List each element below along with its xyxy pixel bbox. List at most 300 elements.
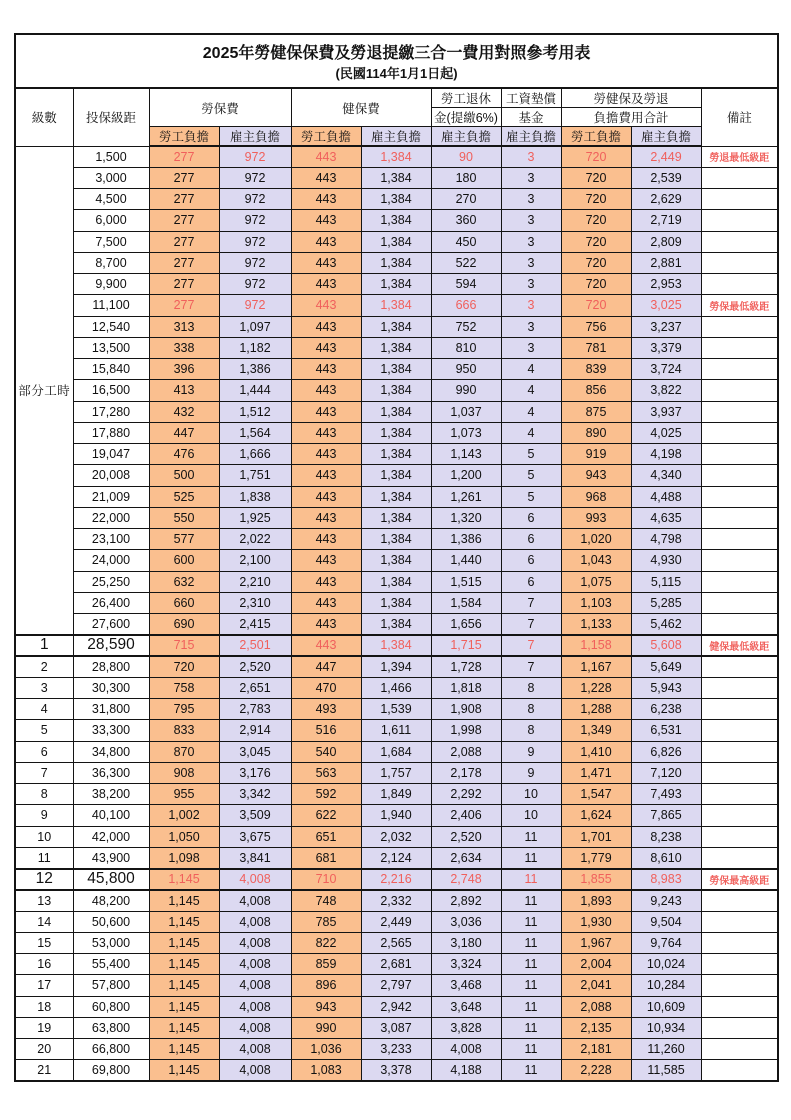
cell-wage-fund-employer: 3 [501, 231, 561, 252]
cell-labor-employer: 3,509 [219, 805, 291, 826]
table-row [15, 911, 778, 932]
cell-wage-fund-employer: 8 [501, 699, 561, 720]
cell-labor-employee: 277 [149, 274, 219, 295]
cell-health-employee: 443 [291, 529, 361, 550]
cell-bracket: 4,500 [73, 189, 149, 210]
cell-total-employer: 7,865 [631, 805, 701, 826]
cell-total-employer: 10,934 [631, 1017, 701, 1038]
cell-labor-employer: 3,342 [219, 784, 291, 805]
cell-pension-employer: 594 [431, 274, 501, 295]
cell-wage-fund-employer: 3 [501, 167, 561, 188]
cell-level: 5 [15, 720, 73, 741]
cell-health-employee: 443 [291, 359, 361, 380]
cell-bracket: 6,000 [73, 210, 149, 231]
table-row [15, 316, 778, 337]
cell-health-employee: 990 [291, 1017, 361, 1038]
cell-health-employee: 443 [291, 295, 361, 316]
table-row [15, 720, 778, 741]
cell-total-employer: 4,198 [631, 444, 701, 465]
cell-health-employee: 822 [291, 932, 361, 953]
cell-wage-fund-employer: 3 [501, 295, 561, 316]
cell-level: 19 [15, 1017, 73, 1038]
cell-bracket: 27,600 [73, 614, 149, 635]
cell-total-employee: 781 [561, 337, 631, 358]
cell-total-employer: 2,629 [631, 189, 701, 210]
cell-total-employer: 2,539 [631, 167, 701, 188]
cell-health-employee: 1,036 [291, 1039, 361, 1060]
cell-health-employer: 1,757 [361, 762, 431, 783]
cell-pension-employer: 270 [431, 189, 501, 210]
cell-pension-employer: 1,818 [431, 677, 501, 698]
cell-health-employer: 1,384 [361, 635, 431, 656]
cell-labor-employee: 1,145 [149, 890, 219, 911]
cell-labor-employee: 1,098 [149, 847, 219, 868]
subheader-pension-employer: 雇主負擔 [431, 127, 501, 147]
table-row [15, 167, 778, 188]
cell-bracket: 33,300 [73, 720, 149, 741]
cell-wage-fund-employer: 11 [501, 1060, 561, 1081]
cell-health-employer: 2,565 [361, 932, 431, 953]
cell-labor-employee: 525 [149, 486, 219, 507]
cell-labor-employee: 277 [149, 167, 219, 188]
cell-note [701, 954, 778, 975]
cell-labor-employee: 1,145 [149, 869, 219, 890]
cell-total-employee: 1,547 [561, 784, 631, 805]
cell-health-employee: 896 [291, 975, 361, 996]
table-row [15, 252, 778, 273]
cell-level: 8 [15, 784, 73, 805]
col-header-health-fee: 健保費 [291, 88, 431, 127]
cell-health-employee: 443 [291, 486, 361, 507]
cell-wage-fund-employer: 11 [501, 932, 561, 953]
cell-total-employer: 2,953 [631, 274, 701, 295]
cell-wage-fund-employer: 5 [501, 444, 561, 465]
cell-note [701, 1060, 778, 1081]
cell-level: 7 [15, 762, 73, 783]
cell-total-employee: 720 [561, 231, 631, 252]
cell-bracket: 66,800 [73, 1039, 149, 1060]
cell-wage-fund-employer: 3 [501, 337, 561, 358]
table-row [15, 847, 778, 868]
cell-health-employer: 3,378 [361, 1060, 431, 1081]
cell-bracket: 11,100 [73, 295, 149, 316]
cell-total-employee: 919 [561, 444, 631, 465]
cell-level: 15 [15, 932, 73, 953]
cell-health-employer: 2,449 [361, 911, 431, 932]
cell-note: 勞退最低級距 [701, 146, 778, 167]
cell-pension-employer: 450 [431, 231, 501, 252]
cell-bracket: 42,000 [73, 826, 149, 847]
cell-health-employer: 1,466 [361, 677, 431, 698]
table-row [15, 954, 778, 975]
cell-pension-employer: 360 [431, 210, 501, 231]
cell-bracket: 25,250 [73, 571, 149, 592]
reference-table-sheet [14, 33, 779, 1082]
cell-total-employer: 3,822 [631, 380, 701, 401]
cell-total-employer: 5,115 [631, 571, 701, 592]
cell-note [701, 699, 778, 720]
table-row [15, 635, 778, 656]
cell-wage-fund-employer: 10 [501, 784, 561, 805]
cell-total-employee: 1,779 [561, 847, 631, 868]
cell-health-employer: 1,940 [361, 805, 431, 826]
table-row [15, 805, 778, 826]
cell-health-employer: 1,384 [361, 295, 431, 316]
cell-health-employer: 1,384 [361, 465, 431, 486]
cell-level: 20 [15, 1039, 73, 1060]
cell-total-employer: 2,881 [631, 252, 701, 273]
cell-total-employer: 3,025 [631, 295, 701, 316]
cell-pension-employer: 990 [431, 380, 501, 401]
cell-level: 2 [15, 656, 73, 677]
cell-total-employee: 1,893 [561, 890, 631, 911]
cell-health-employee: 943 [291, 996, 361, 1017]
cell-wage-fund-employer: 10 [501, 805, 561, 826]
cell-total-employee: 1,228 [561, 677, 631, 698]
cell-health-employee: 443 [291, 380, 361, 401]
cell-health-employee: 447 [291, 656, 361, 677]
cell-total-employee: 720 [561, 274, 631, 295]
cell-health-employee: 681 [291, 847, 361, 868]
cell-note [701, 252, 778, 273]
cell-total-employee: 1,133 [561, 614, 631, 635]
cell-wage-fund-employer: 11 [501, 954, 561, 975]
cell-labor-employer: 2,520 [219, 656, 291, 677]
cell-total-employee: 1,167 [561, 656, 631, 677]
cell-health-employee: 443 [291, 252, 361, 273]
cell-note [701, 529, 778, 550]
cell-note [701, 656, 778, 677]
cell-note [701, 189, 778, 210]
cell-note [701, 465, 778, 486]
cell-pension-employer: 4,008 [431, 1039, 501, 1060]
cell-labor-employer: 2,783 [219, 699, 291, 720]
cell-pension-employer: 3,180 [431, 932, 501, 953]
cell-labor-employer: 4,008 [219, 890, 291, 911]
cell-health-employee: 443 [291, 167, 361, 188]
cell-health-employee: 443 [291, 189, 361, 210]
cell-labor-employer: 1,564 [219, 422, 291, 443]
cell-health-employee: 443 [291, 316, 361, 337]
cell-labor-employee: 720 [149, 656, 219, 677]
cell-wage-fund-employer: 11 [501, 1017, 561, 1038]
cell-wage-fund-employer: 3 [501, 210, 561, 231]
cell-labor-employee: 795 [149, 699, 219, 720]
cell-health-employee: 443 [291, 422, 361, 443]
cell-health-employee: 470 [291, 677, 361, 698]
cell-labor-employer: 4,008 [219, 1039, 291, 1060]
cell-total-employer: 7,493 [631, 784, 701, 805]
cell-pension-employer: 2,088 [431, 741, 501, 762]
subheader-total-employer: 雇主負擔 [631, 127, 701, 147]
cell-labor-employee: 715 [149, 635, 219, 656]
cell-labor-employer: 4,008 [219, 975, 291, 996]
cell-wage-fund-employer: 4 [501, 359, 561, 380]
cell-health-employer: 2,124 [361, 847, 431, 868]
col-header-note: 備註 [701, 88, 778, 146]
cell-total-employee: 720 [561, 167, 631, 188]
cell-note [701, 677, 778, 698]
cell-health-employer: 1,384 [361, 359, 431, 380]
cell-total-employer: 3,237 [631, 316, 701, 337]
cell-labor-employer: 2,210 [219, 571, 291, 592]
cell-labor-employer: 4,008 [219, 869, 291, 890]
cell-health-employer: 1,384 [361, 316, 431, 337]
cell-health-employee: 592 [291, 784, 361, 805]
cell-health-employee: 748 [291, 890, 361, 911]
cell-pension-employer: 3,468 [431, 975, 501, 996]
table-row [15, 699, 778, 720]
cell-level: 4 [15, 699, 73, 720]
part-time-section-label: 部分工時 [15, 146, 73, 635]
cell-pension-employer: 950 [431, 359, 501, 380]
table-row [15, 1060, 778, 1081]
cell-total-employer: 5,285 [631, 592, 701, 613]
table-row [15, 869, 778, 890]
col-header-level: 級數 [15, 88, 73, 146]
cell-labor-employer: 972 [219, 295, 291, 316]
cell-labor-employee: 632 [149, 571, 219, 592]
cell-health-employer: 3,087 [361, 1017, 431, 1038]
cell-pension-employer: 1,037 [431, 401, 501, 422]
cell-health-employee: 443 [291, 592, 361, 613]
cell-note [701, 784, 778, 805]
cell-total-employer: 10,609 [631, 996, 701, 1017]
cell-labor-employer: 972 [219, 167, 291, 188]
cell-labor-employer: 3,841 [219, 847, 291, 868]
cell-total-employee: 756 [561, 316, 631, 337]
cell-labor-employer: 4,008 [219, 1017, 291, 1038]
cell-wage-fund-employer: 4 [501, 422, 561, 443]
cell-total-employee: 2,135 [561, 1017, 631, 1038]
table-row [15, 189, 778, 210]
cell-level: 10 [15, 826, 73, 847]
cell-note [701, 720, 778, 741]
cell-total-employer: 6,238 [631, 699, 701, 720]
cell-bracket: 55,400 [73, 954, 149, 975]
cell-wage-fund-employer: 3 [501, 189, 561, 210]
col-header-pension-line1: 勞工退休 [431, 88, 501, 108]
cell-wage-fund-employer: 3 [501, 274, 561, 295]
cell-note [701, 167, 778, 188]
cell-health-employee: 1,083 [291, 1060, 361, 1081]
cell-wage-fund-employer: 7 [501, 656, 561, 677]
cell-note [701, 890, 778, 911]
cell-health-employer: 2,681 [361, 954, 431, 975]
cell-labor-employer: 1,925 [219, 507, 291, 528]
cell-labor-employee: 870 [149, 741, 219, 762]
cell-pension-employer: 2,520 [431, 826, 501, 847]
cell-bracket: 23,100 [73, 529, 149, 550]
cell-health-employer: 2,797 [361, 975, 431, 996]
cell-health-employee: 443 [291, 210, 361, 231]
cell-health-employer: 1,849 [361, 784, 431, 805]
cell-health-employer: 1,384 [361, 592, 431, 613]
cell-note [701, 422, 778, 443]
cell-total-employer: 2,719 [631, 210, 701, 231]
cell-level: 12 [15, 869, 73, 890]
cell-pension-employer: 810 [431, 337, 501, 358]
cell-total-employee: 1,855 [561, 869, 631, 890]
cell-note [701, 1039, 778, 1060]
cell-total-employee: 890 [561, 422, 631, 443]
cell-note [701, 614, 778, 635]
cell-labor-employer: 2,310 [219, 592, 291, 613]
cell-note [701, 805, 778, 826]
cell-total-employee: 2,181 [561, 1039, 631, 1060]
cell-pension-employer: 1,715 [431, 635, 501, 656]
cell-labor-employer: 972 [219, 274, 291, 295]
cell-total-employer: 3,379 [631, 337, 701, 358]
cell-pension-employer: 2,748 [431, 869, 501, 890]
cell-level: 13 [15, 890, 73, 911]
cell-labor-employee: 1,145 [149, 975, 219, 996]
cell-bracket: 22,000 [73, 507, 149, 528]
cell-bracket: 69,800 [73, 1060, 149, 1081]
table-row [15, 210, 778, 231]
cell-level: 18 [15, 996, 73, 1017]
cell-health-employer: 1,394 [361, 656, 431, 677]
cell-wage-fund-employer: 4 [501, 401, 561, 422]
cell-bracket: 34,800 [73, 741, 149, 762]
subheader-labor-employer: 雇主負擔 [219, 127, 291, 147]
col-header-total-line2: 負擔費用合計 [561, 108, 701, 127]
cell-health-employer: 2,332 [361, 890, 431, 911]
cell-total-employee: 1,043 [561, 550, 631, 571]
cell-labor-employer: 4,008 [219, 954, 291, 975]
table-row [15, 762, 778, 783]
cell-wage-fund-employer: 11 [501, 975, 561, 996]
cell-health-employee: 859 [291, 954, 361, 975]
cell-pension-employer: 1,656 [431, 614, 501, 635]
cell-labor-employer: 3,045 [219, 741, 291, 762]
cell-note [701, 231, 778, 252]
cell-wage-fund-employer: 11 [501, 869, 561, 890]
cell-total-employee: 1,967 [561, 932, 631, 953]
table-row [15, 826, 778, 847]
cell-total-employee: 1,158 [561, 635, 631, 656]
cell-health-employee: 443 [291, 635, 361, 656]
table-row [15, 1017, 778, 1038]
cell-note [701, 380, 778, 401]
cell-total-employee: 2,088 [561, 996, 631, 1017]
cell-labor-employee: 577 [149, 529, 219, 550]
cell-bracket: 15,840 [73, 359, 149, 380]
cell-total-employer: 4,635 [631, 507, 701, 528]
cell-bracket: 38,200 [73, 784, 149, 805]
cell-wage-fund-employer: 5 [501, 486, 561, 507]
cell-total-employee: 1,103 [561, 592, 631, 613]
cell-labor-employee: 1,145 [149, 996, 219, 1017]
cell-health-employee: 540 [291, 741, 361, 762]
cell-labor-employer: 2,022 [219, 529, 291, 550]
cell-level: 1 [15, 635, 73, 656]
cell-total-employee: 1,020 [561, 529, 631, 550]
cell-total-employer: 11,585 [631, 1060, 701, 1081]
cell-level: 21 [15, 1060, 73, 1081]
table-row [15, 656, 778, 677]
title-subtitle: (民國114年1月1日起) [335, 66, 458, 82]
cell-pension-employer: 522 [431, 252, 501, 273]
subheader-wage-fund-employer: 雇主負擔 [501, 127, 561, 147]
cell-bracket: 20,008 [73, 465, 149, 486]
cell-total-employer: 9,764 [631, 932, 701, 953]
cell-pension-employer: 1,073 [431, 422, 501, 443]
subheader-health-employee: 勞工負擔 [291, 127, 361, 147]
cell-total-employee: 1,471 [561, 762, 631, 783]
cell-wage-fund-employer: 3 [501, 316, 561, 337]
col-header-wage-fund-line2: 基金 [501, 108, 561, 127]
table-row [15, 677, 778, 698]
cell-note [701, 210, 778, 231]
cell-labor-employer: 972 [219, 252, 291, 273]
cell-bracket: 40,100 [73, 805, 149, 826]
cell-level: 6 [15, 741, 73, 762]
table-row [15, 401, 778, 422]
cell-pension-employer: 2,892 [431, 890, 501, 911]
cell-labor-employee: 413 [149, 380, 219, 401]
cell-pension-employer: 2,406 [431, 805, 501, 826]
cell-total-employer: 3,937 [631, 401, 701, 422]
cell-health-employer: 1,384 [361, 571, 431, 592]
col-header-bracket: 投保級距 [73, 88, 149, 146]
table-row [15, 890, 778, 911]
cell-labor-employer: 1,751 [219, 465, 291, 486]
cell-bracket: 7,500 [73, 231, 149, 252]
cell-wage-fund-employer: 11 [501, 1039, 561, 1060]
cell-health-employee: 785 [291, 911, 361, 932]
cell-wage-fund-employer: 8 [501, 677, 561, 698]
cell-health-employer: 1,384 [361, 444, 431, 465]
cell-total-employee: 720 [561, 252, 631, 273]
cell-pension-employer: 1,515 [431, 571, 501, 592]
cell-health-employer: 1,384 [361, 614, 431, 635]
cell-labor-employee: 660 [149, 592, 219, 613]
table-row [15, 295, 778, 316]
col-header-labor-fee: 勞保費 [149, 88, 291, 127]
cell-labor-employee: 277 [149, 210, 219, 231]
table-row [15, 784, 778, 805]
cell-bracket: 28,590 [73, 635, 149, 656]
cell-wage-fund-employer: 7 [501, 614, 561, 635]
cell-health-employer: 1,384 [361, 401, 431, 422]
cell-bracket: 8,700 [73, 252, 149, 273]
cell-labor-employee: 1,145 [149, 932, 219, 953]
cell-labor-employee: 1,145 [149, 911, 219, 932]
cell-note [701, 359, 778, 380]
cell-health-employee: 516 [291, 720, 361, 741]
cell-pension-employer: 3,648 [431, 996, 501, 1017]
cell-wage-fund-employer: 11 [501, 911, 561, 932]
cell-health-employer: 1,684 [361, 741, 431, 762]
cell-total-employer: 4,340 [631, 465, 701, 486]
cell-total-employee: 1,349 [561, 720, 631, 741]
cell-note [701, 826, 778, 847]
cell-note [701, 401, 778, 422]
cell-health-employer: 1,384 [361, 274, 431, 295]
cell-health-employer: 1,384 [361, 210, 431, 231]
cell-labor-employee: 908 [149, 762, 219, 783]
cell-pension-employer: 1,261 [431, 486, 501, 507]
table-row [15, 359, 778, 380]
cell-pension-employer: 666 [431, 295, 501, 316]
cell-health-employee: 443 [291, 444, 361, 465]
cell-labor-employer: 1,838 [219, 486, 291, 507]
cell-note [701, 932, 778, 953]
cell-level: 14 [15, 911, 73, 932]
cell-health-employee: 710 [291, 869, 361, 890]
cell-labor-employee: 396 [149, 359, 219, 380]
